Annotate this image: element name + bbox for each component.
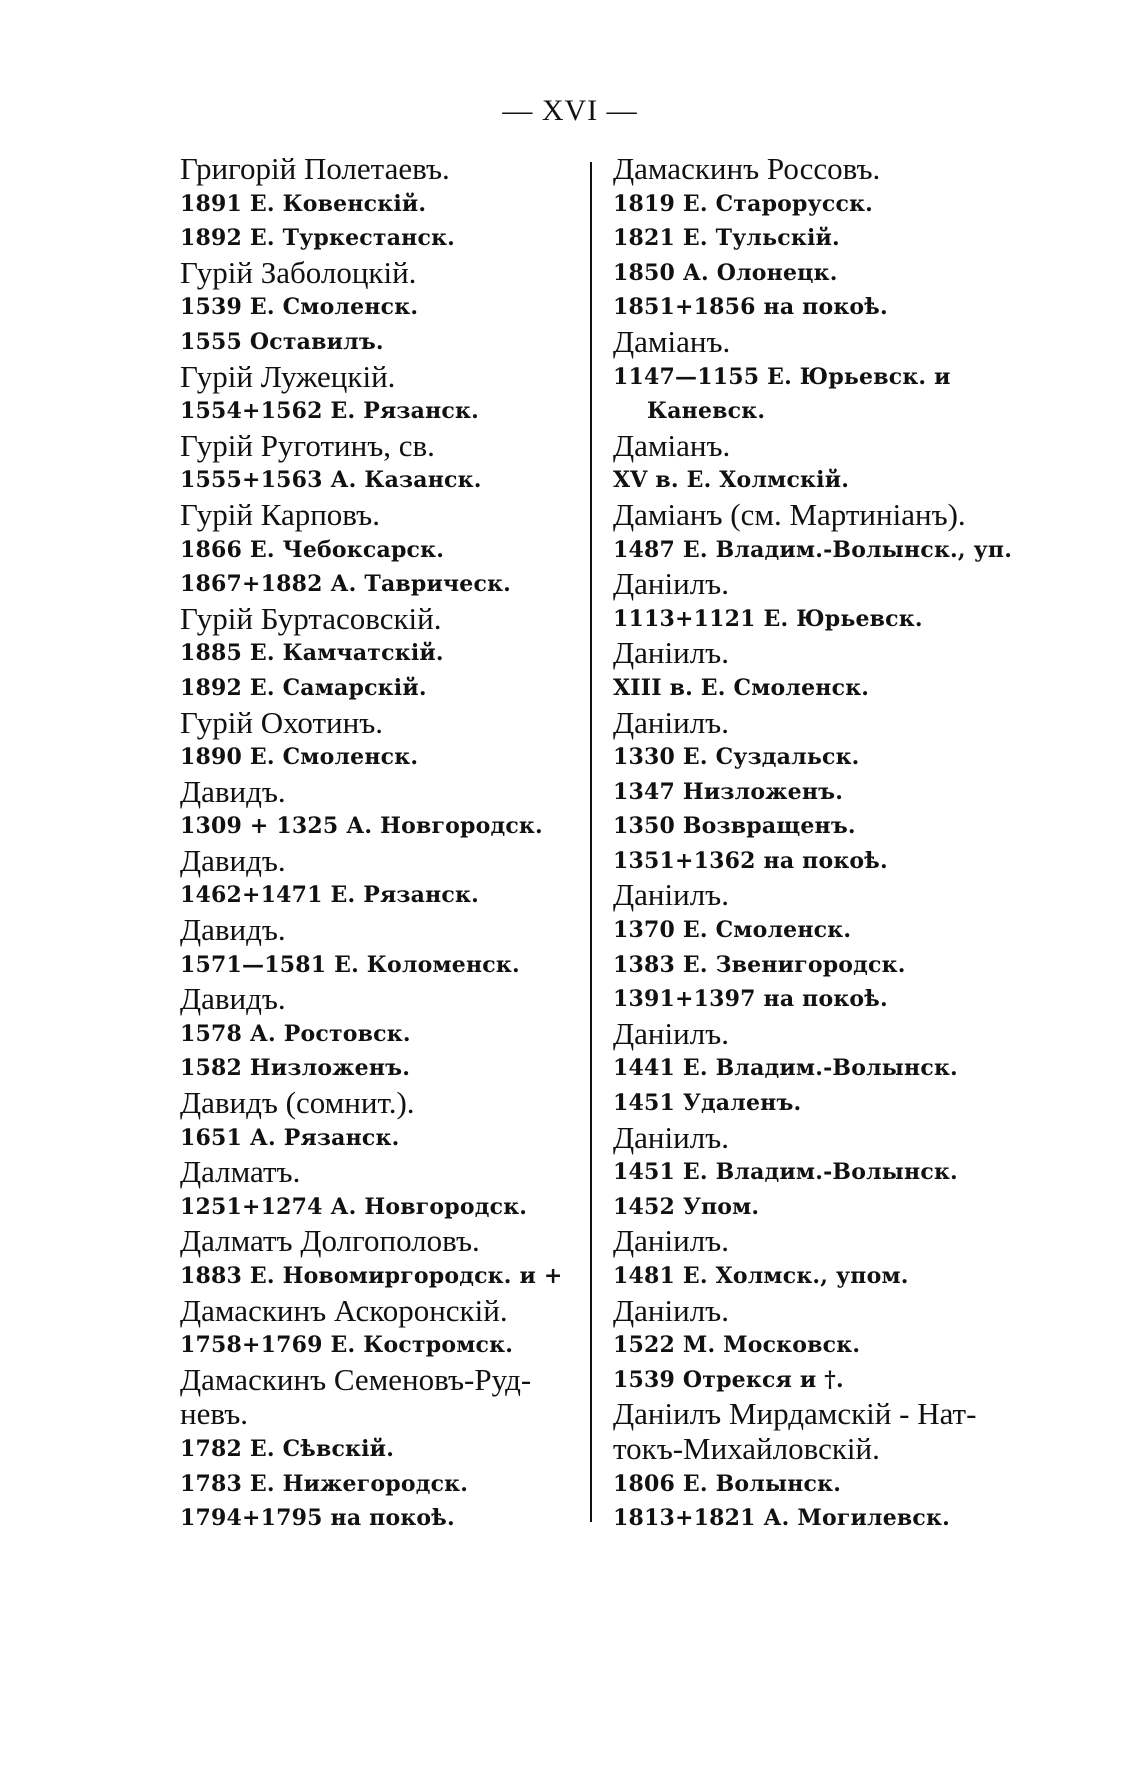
entry-detail-line: 1571—1581 Е. Коломенск.: [180, 951, 520, 978]
entry-detail-line: 1481 Е. Холмск., упом.: [613, 1263, 909, 1289]
entry-detail-line: 1351+1362 на покоѣ.: [613, 847, 888, 874]
entry-detail-line: 1794+1795 на покоѣ.: [180, 1505, 455, 1532]
entry-detail-line: 1350 Возвращенъ.: [613, 813, 856, 840]
entry-detail-line: 1867+1882 А. Таврическ.: [180, 571, 512, 598]
entry-detail-line: 1892 Е. Самарскій.: [180, 674, 427, 701]
entry-detail-line: 1539 Е. Смоленск.: [180, 294, 419, 321]
entry-heading-name: Гурій Охотинъ.: [180, 704, 383, 740]
column-divider: [590, 162, 592, 1522]
entry-detail-line: 1451 Е. Владим.-Волынск.: [613, 1159, 958, 1186]
entry-detail-line: 1522 М. Московск.: [613, 1332, 861, 1359]
entry-detail-line: 1347 Низложенъ.: [613, 778, 844, 805]
entry-detail-line: 1651 А. Рязанск.: [180, 1124, 400, 1151]
entry-heading-name: Даніилъ.: [613, 1292, 729, 1328]
entry-detail-line: 1383 Е. Звенигородск.: [613, 951, 906, 978]
entry-detail-line: 1783 Е. Нижегородск.: [180, 1470, 469, 1497]
entry-detail-line: Каневск.: [647, 398, 766, 425]
entry-detail-line: 1462+1471 Е. Рязанск.: [180, 882, 479, 909]
entry-heading-name: Гурій Карповъ.: [180, 496, 380, 532]
entry-heading-name: Даніилъ.: [613, 1223, 729, 1259]
right-column: [613, 152, 1033, 1536]
entry-detail-line: 1758+1769 Е. Костромск.: [180, 1332, 514, 1359]
entry-detail-line: 1309 + 1325 А. Новгородск.: [180, 813, 543, 840]
entry-heading-name: Даміанъ.: [613, 323, 731, 359]
entry-detail-line: 1890 Е. Смоленск.: [180, 744, 419, 771]
entry-detail-line: 1330 Е. Суздальск.: [613, 744, 860, 771]
entry-heading-name: Гурій Лужецкій.: [180, 358, 396, 394]
entry-heading-name: Далматъ.: [180, 1154, 301, 1190]
entry-detail-line: 1782 Е. Сѣвскій.: [180, 1435, 395, 1462]
entry-detail-line: 1821 Е. Тульскій.: [613, 225, 840, 252]
entry-heading-name: Даміанъ.: [613, 427, 731, 463]
entry-heading-name: Давидъ.: [180, 981, 286, 1017]
entry-detail-line: 1892 Е. Туркестанск.: [180, 225, 456, 252]
entry-heading-name: Даніилъ.: [613, 877, 729, 913]
entry-detail-line: 1451 Удаленъ.: [613, 1090, 802, 1117]
entry-heading-name: Дамаскинъ Аскоронскій.: [180, 1292, 508, 1328]
entry-detail-line: 1391+1397 на покоѣ.: [613, 986, 888, 1013]
entry-detail-line: 1582 Низложенъ.: [180, 1055, 411, 1082]
entry-detail-line: 1370 Е. Смоленск.: [613, 917, 852, 944]
entry-heading-name: Дамаскинъ Россовъ.: [613, 151, 881, 186]
entry-heading-name: Даніилъ.: [613, 1015, 729, 1051]
entry-heading-name: Давидъ.: [180, 912, 286, 948]
entry-detail-line: 1819 Е. Старорусск.: [613, 190, 874, 217]
entry-detail-line: 1883 Е. Новомиргородск. и +: [180, 1263, 563, 1289]
entry-detail-line: 1885 Е. Камчатскій.: [180, 640, 444, 667]
entry-heading-name: Даніилъ.: [613, 1119, 729, 1155]
entry-heading-name: Григорій Полетаевъ.: [180, 151, 450, 186]
entry-heading-name: Давидъ (сомнит.).: [180, 1085, 415, 1121]
entry-detail-line: 1578 А. Ростовск.: [180, 1020, 411, 1047]
entry-detail-line: 1554+1562 Е. Рязанск.: [180, 398, 479, 425]
entry-detail-line: 1850 А. Олонецк.: [613, 259, 838, 286]
entry-detail-line: 1251+1274 А. Новгородск.: [180, 1193, 528, 1220]
entry-detail-line: 1441 Е. Владим.-Волынск.: [613, 1055, 958, 1082]
entry-heading-name: Давидъ.: [180, 842, 286, 878]
entry-heading-name: Даніилъ.: [613, 635, 729, 671]
entry-detail-line: 1487 Е. Владим.-Волынск., уп.: [613, 536, 1013, 563]
entry-heading-name: Гурій Буртасовскій.: [180, 600, 442, 636]
entry-detail-line: 1555+1563 А. Казанск.: [180, 467, 482, 494]
entry-heading-name: Далматъ Долгополовъ.: [180, 1223, 480, 1259]
left-column: [180, 152, 580, 1536]
entry-detail-line: 1555 Оставилъ.: [180, 328, 384, 355]
entry-detail-line: 1851+1856 на покоѣ.: [613, 294, 888, 321]
entry-heading-name: Даніилъ.: [613, 704, 729, 740]
entry-heading-name: Даміанъ (см. Мартиніанъ).: [613, 496, 966, 532]
entry-detail-line: 1539 Отрекся и †.: [613, 1366, 844, 1393]
entry-detail-line: XIII в. Е. Смоленск.: [613, 674, 870, 701]
entry-heading-name: Даніилъ.: [613, 566, 729, 602]
entry-heading-name: Даніилъ Мирдамскій - Нат-: [613, 1396, 977, 1432]
entry-detail-line: 1452 Упом.: [613, 1193, 760, 1220]
entry-detail-line: 1866 Е. Чебоксарск.: [180, 536, 445, 563]
entry-heading-name: Гурій Заболоцкій.: [180, 254, 417, 290]
page-number: — XVI —: [502, 94, 638, 127]
entry-heading-name: Давидъ.: [180, 773, 286, 809]
entry-heading-name: токъ-Михайловскій.: [613, 1430, 880, 1466]
entry-detail-line: 1891 Е. Ковенскій.: [180, 190, 427, 217]
entry-heading-name: Гурій Руготинъ, св.: [180, 427, 435, 463]
entry-heading-name: невъ.: [180, 1396, 248, 1432]
entry-detail-line: 1147—1155 Е. Юрьевск. и: [613, 363, 951, 390]
entry-detail-line: 1806 Е. Волынск.: [613, 1470, 842, 1497]
entry-detail-line: 1813+1821 А. Могилевск.: [613, 1505, 950, 1532]
entry-detail-line: 1113+1121 Е. Юрьевск.: [613, 605, 923, 632]
entry-heading-name: Дамаскинъ Семеновъ-Руд-: [180, 1361, 532, 1397]
entry-detail-line: XV в. Е. Холмскій.: [613, 467, 850, 494]
